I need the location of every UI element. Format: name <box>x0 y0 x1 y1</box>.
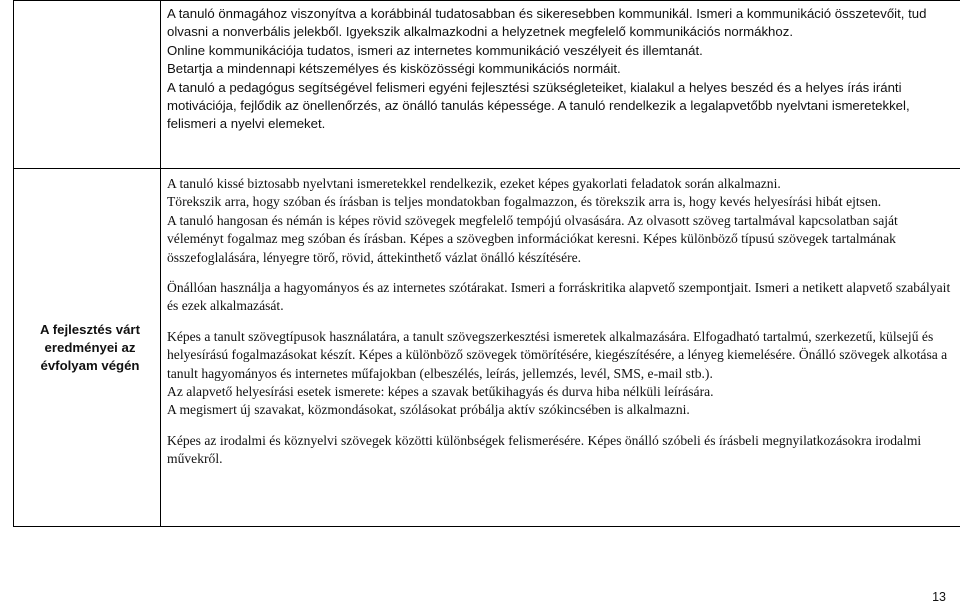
paragraph: Képes az irodalmi és köznyelvi szövegek közötti különbségek felismerésére. Képes önálló szóbeli és írásbeli megnyilatkozásokra irodalmi művekről. <box>167 432 922 467</box>
empty-label-cell <box>14 1 161 169</box>
paragraph: A megismert új szavakat, közmondásokat, szólásokat próbálja aktív szókincsében is alkalmazni. <box>167 402 690 418</box>
paragraph: Képes a tanult szövegtípusok használatára, a tanult szövegszerkesztési ismeretek alkalmazására. Elfogadható tartalmú, szerkezetű, külsejű és helyesírású fogalmazásokat készít. Képes a különböző szövegek tömörítésére, kiegészítésére, a lényeg kiemelésére. Önálló szövegek alkotása a tanult hagyományos és internetes műfajokban (elbeszélés, leírás, jellemzés, levél, SMS, e-mail stb.). <box>167 328 948 381</box>
content-cell-top <box>161 1 960 169</box>
paragraph: A tanuló önmagához viszonyítva a korábbinál tudatosabban és sikeresebben kommunikál. Ismeri a kommunikáció összetevőit, tud olvasni a nonverbális jelekből. Igyekszik alkalmazkodni a helyzetnek megfelelő kommunikációs normákhoz. <box>167 6 927 40</box>
content-block <box>167 328 954 420</box>
curriculum-table <box>13 0 960 527</box>
content-cell-main <box>161 169 960 527</box>
page-number: 13 <box>932 590 946 604</box>
paragraph: Az alapvető helyesírási esetek ismerete: képes a szavak betűkihagyás és durva hiba nélküli leírására. <box>167 384 714 400</box>
paragraph: Önállóan használja a hagyományos és az internetes szótárakat. Ismeri a forráskritika alapvető szempontjait. Ismeri a netikett alapvető szabályait és ezek alkalmazását. <box>167 280 951 314</box>
paragraph: Törekszik arra, hogy szóban és írásban is teljes mondatokban fogalmazzon, és törekszik arra is, hogy kevés helyesírási hibát ejtsen. <box>167 194 882 210</box>
content-block <box>167 432 954 469</box>
row-label-cell <box>14 169 161 527</box>
top-paragraphs <box>167 5 954 134</box>
content-block <box>167 279 954 316</box>
paragraph: A tanuló a pedagógus segítségével felismeri egyéni fejlesztési szükségleteiket, kialakul a helyes beszéd és a helyes írás iránti motivációja, fejlődik az önellenőrzés, az önálló tanulás képessége. A tanuló rendelkezik a legalapvetőbb nyelvtani ismeretekkel, felismeri a nyelvi elemeket. <box>167 79 910 132</box>
content-block <box>167 175 954 267</box>
paragraph: A tanuló kissé biztosabb nyelvtani ismeretekkel rendelkezik, ezeket képes gyakorlati feladatok során alkalmazni. <box>167 176 781 191</box>
paragraph: Online kommunikációja tudatos, ismeri az internetes kommunikáció veszélyeit és illemtanát. <box>167 42 703 58</box>
paragraph: A tanuló hangosan és némán is képes rövid szövegek megfelelő tempójú olvasására. Az olvasott szöveg tartalmával kapcsolatban saját véleményt fogalmaz meg szóban és írásban. Képes a szövegben információkat keresni. Képes különböző típusú szövegek tartalmának összefoglalására, lényegre törő, rövid, áttekinthető vázlat önálló készítésére. <box>167 212 898 265</box>
table-row <box>14 169 960 527</box>
row-label: A fejlesztés várt eredményei az évfolyam végén <box>40 321 140 373</box>
paragraph: Betartja a mindennapi kétszemélyes és kisközösségi kommunikációs normáit. <box>167 61 621 77</box>
table-row <box>14 1 960 169</box>
